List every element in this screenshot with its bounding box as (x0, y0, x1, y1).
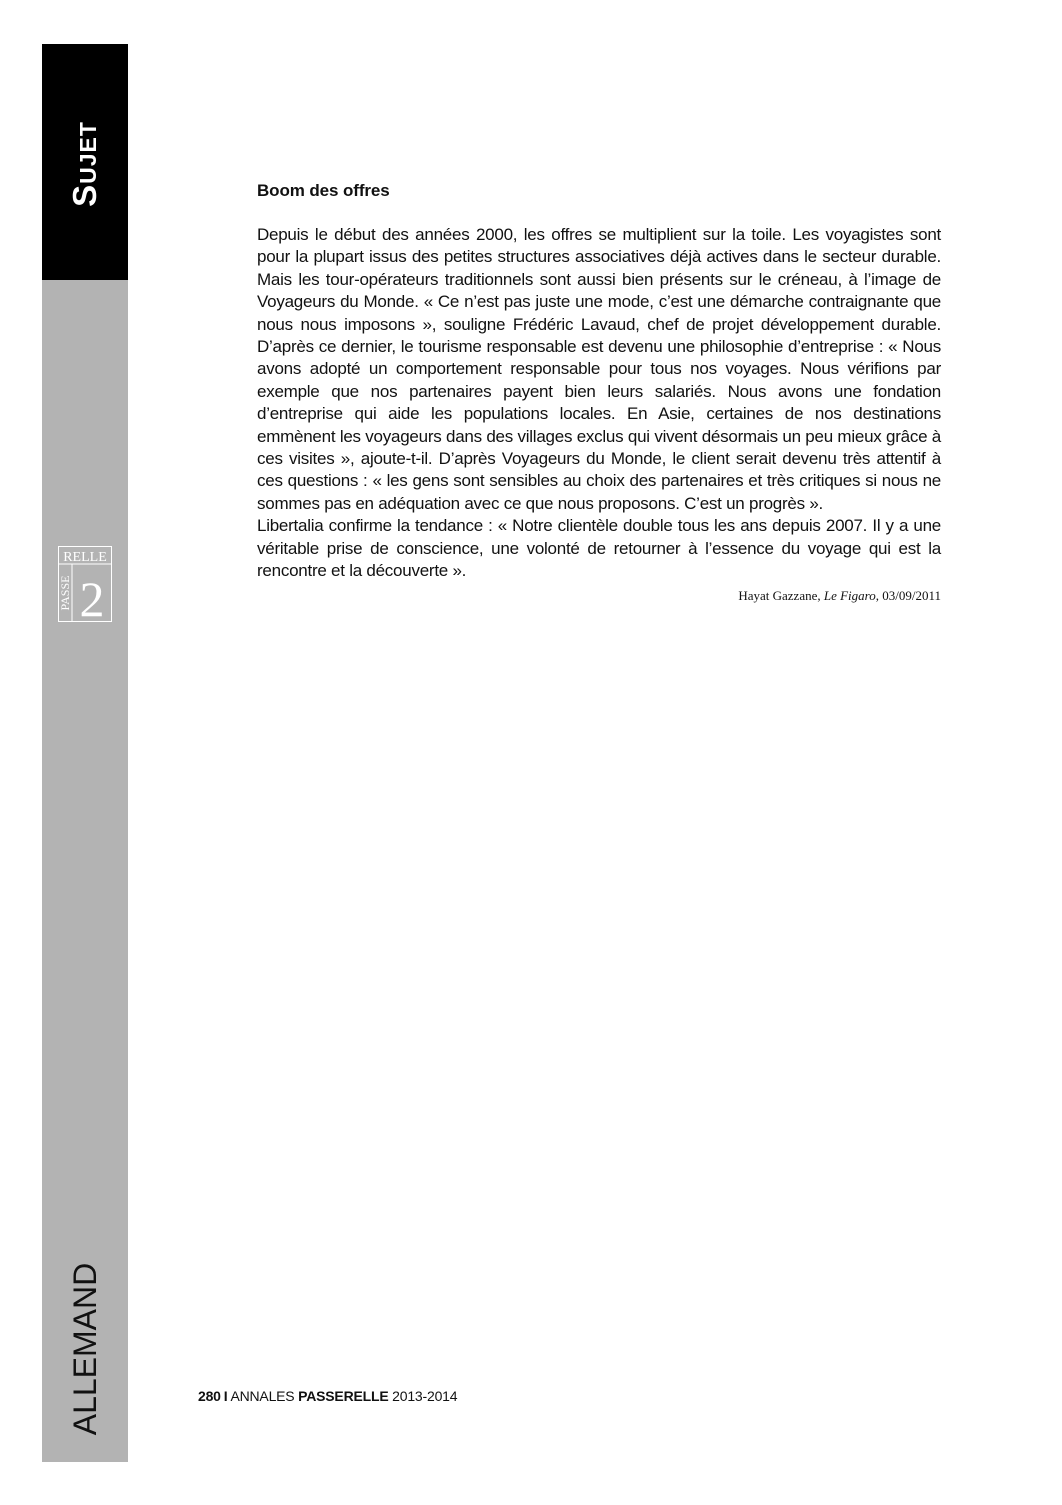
citation (257, 587, 941, 605)
footer-brand: PASSERELLE (298, 1388, 389, 1404)
citation-author: Hayat Gazzane, (738, 587, 821, 603)
article-paragraph-2: Libertalia confirme la tendance : « Notre clientèle double tous les ans depuis 2007. Il y a une véritable prise de conscience, une volonté de retourner à l’essence du voyage qui est la rencontre et la découverte ». (257, 516, 941, 581)
article-title: Boom des offres (257, 181, 390, 200)
article-body (257, 224, 941, 583)
footer-years: 2013-2014 (392, 1388, 458, 1404)
subject-label: ALLEMAND (67, 1262, 103, 1436)
sidebar (42, 44, 128, 1462)
section-header-block (42, 44, 128, 280)
page-footer (198, 1387, 457, 1405)
footer-annales: ANNALES (230, 1388, 295, 1404)
footer-separator: I (223, 1388, 228, 1404)
logo-top-text: RELLE (63, 550, 107, 565)
citation-date: , 03/09/2011 (875, 587, 941, 603)
article-paragraph-1: Depuis le début des années 2000, les offres se multiplient sur la toile. Les voyagistes sont pour la plupart issus des petites structures associatives déjà actives dans le secteur durable. Mais les tour-opérateurs traditionnels sont aussi bien présents sur le créneau, à l’image de Voyageurs du Monde. « Ce n’est pas juste une mode, c’est une démarche contraignante que nous nous imposons », souligne Frédéric Lavaud, chef de projet développement durable. D’après ce dernier, le tourisme responsable est devenu une philosophie d’entreprise : « Nous avons adopté un comportement responsable pour tous nos voyages. Nous vérifions par exemple que nos partenaires payent bien leurs salariés. Nous avons une fondation d’entreprise qui aide les populations locales. En Asie, certaines de nos destinations emmènent les voyageurs dans des villages exclus qui vivent désormais un peu mieux grâce à ces visites », ajoute-t-il. D’après Voyageurs du Monde, le client serait devenu très attentif à ces questions : « les gens sont sensibles au choix des partenaires et très critiques si nous ne sommes pas en adéquation avec ce que nous proposons. C’est un progrès ». (257, 225, 941, 513)
logo-side-text: PASSE (58, 575, 72, 611)
article (257, 180, 941, 605)
logo-number: 2 (79, 571, 105, 622)
section-label: Sujet (66, 121, 103, 207)
passerelle-2-logo (58, 546, 112, 622)
page-number: 280 (198, 1388, 221, 1404)
citation-publication: Le Figaro (823, 587, 876, 603)
